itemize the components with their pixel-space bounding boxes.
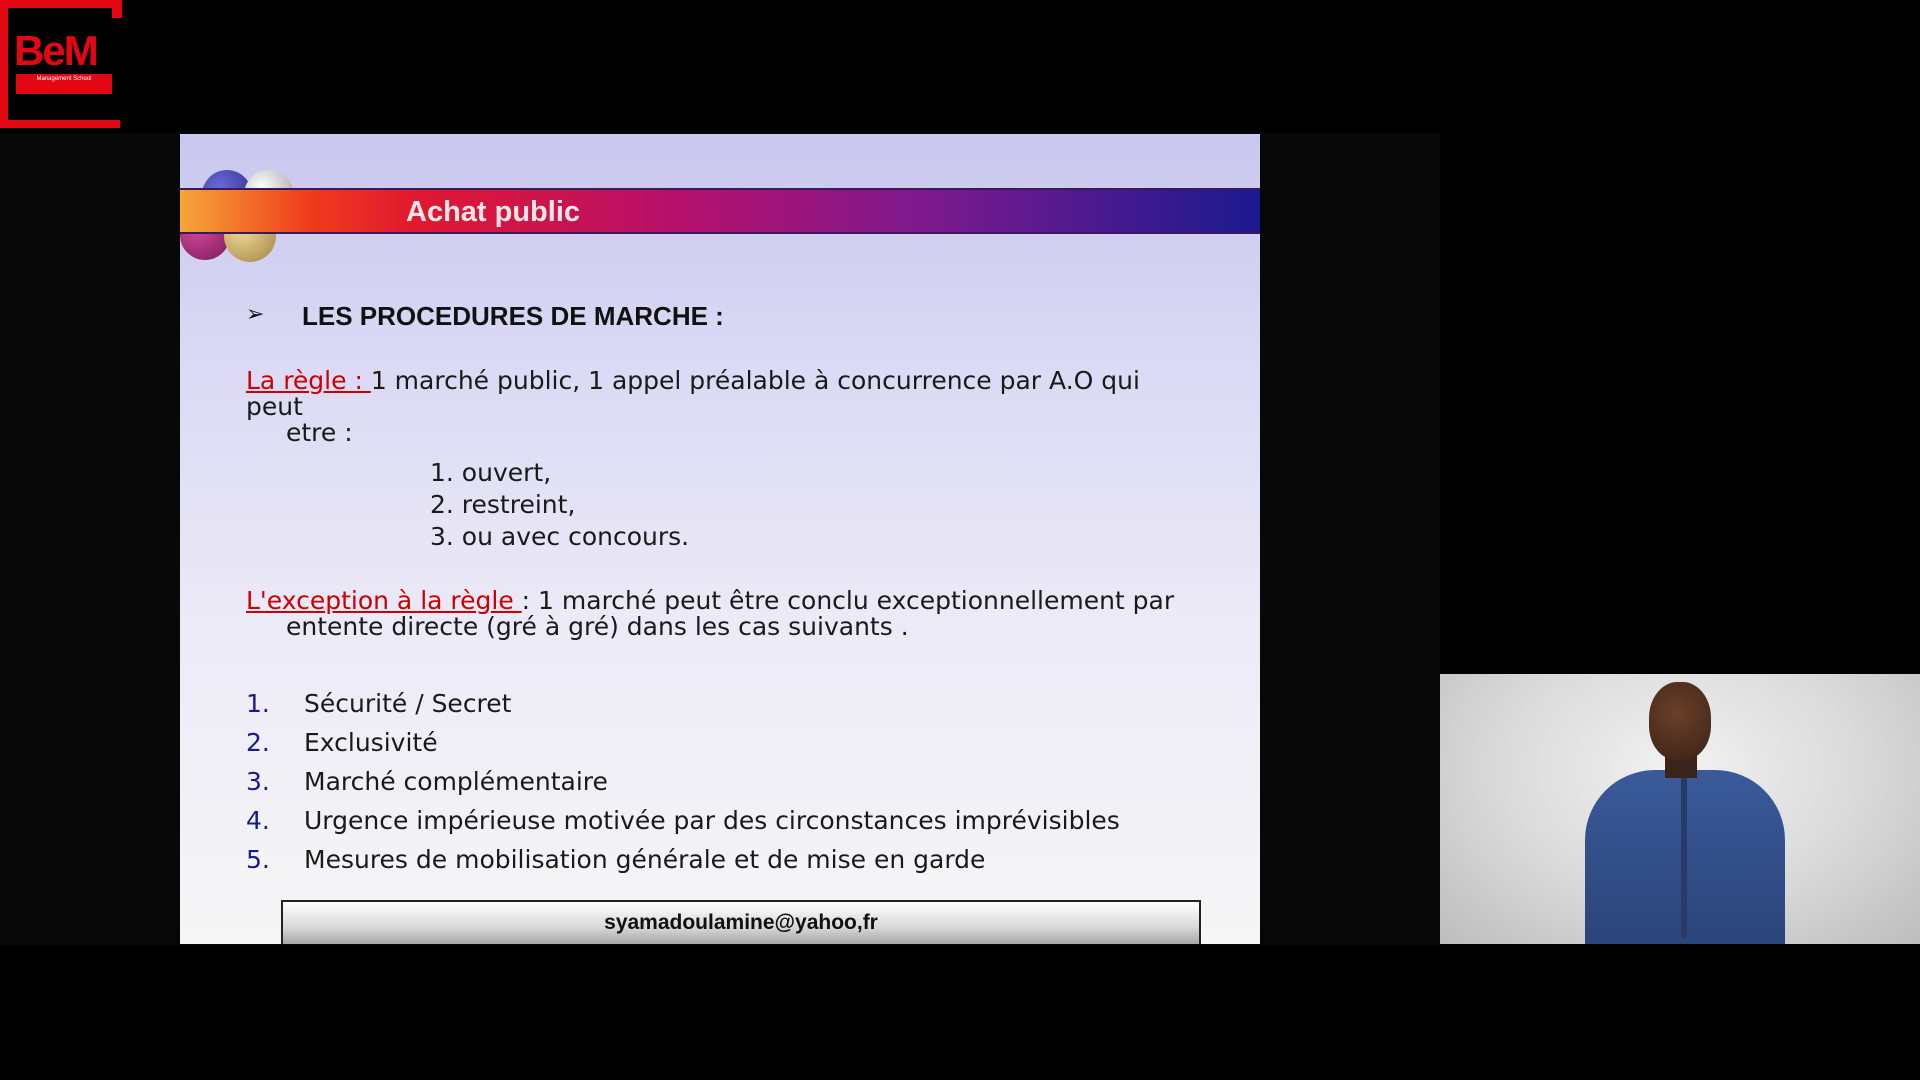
rule-line-1: 1 marché public, 1 appel préalable à concurrence par A.O qui peut xyxy=(246,366,1140,421)
presenter-webcam xyxy=(1440,674,1920,944)
list-item-number: 4. xyxy=(246,806,270,835)
rule-line-2: etre : xyxy=(286,418,353,447)
list-item-text: Marché complémentaire xyxy=(304,767,608,796)
rule-options-list xyxy=(430,457,689,553)
rule-paragraph xyxy=(246,368,1196,446)
presenter-shirt-placket xyxy=(1681,778,1687,938)
logo-subtitle: Management School xyxy=(16,74,112,94)
exception-line-1: : 1 marché peut être conclu exceptionnellement par xyxy=(521,586,1175,615)
rule-option: 1. ouvert, xyxy=(430,458,552,487)
slide-title: Achat public xyxy=(406,196,581,228)
bem-logo xyxy=(0,0,130,128)
list-item-number: 2. xyxy=(246,728,270,757)
arrow-bullet-icon: ➢ xyxy=(246,302,265,327)
list-item-number: 1. xyxy=(246,689,270,718)
list-item-text: Exclusivité xyxy=(304,728,438,757)
exception-line-2: entente directe (gré à gré) dans les cas suivants . xyxy=(286,612,909,641)
list-item-text: Mesures de mobilisation générale et de mise en garde xyxy=(304,845,986,874)
exception-paragraph xyxy=(246,588,1196,640)
heading-text: LES PROCEDURES DE MARCHE : xyxy=(302,301,724,331)
list-item-text: Sécurité / Secret xyxy=(304,689,512,718)
rule-option: 2. restreint, xyxy=(430,490,576,519)
list-item-number: 5. xyxy=(246,845,270,874)
list-item-text: Urgence impérieuse motivée par des circonstances imprévisibles xyxy=(304,806,1120,835)
logo-text: BeM xyxy=(14,27,97,74)
presentation-slide xyxy=(180,134,1260,944)
list-item-number: 3. xyxy=(246,767,270,796)
rule-lead: La règle : xyxy=(246,366,371,395)
presenter-figure xyxy=(1575,682,1795,944)
rule-option: 3. ou avec concours. xyxy=(430,522,690,551)
footer-email: syamadoulamine@yahoo,fr xyxy=(604,911,878,934)
slide-footer xyxy=(281,900,1201,944)
exception-lead: L'exception à la règle xyxy=(246,586,522,615)
slide-title-bar xyxy=(180,188,1260,234)
presenter-head xyxy=(1649,682,1711,760)
logo-bracket-corner xyxy=(112,0,122,18)
